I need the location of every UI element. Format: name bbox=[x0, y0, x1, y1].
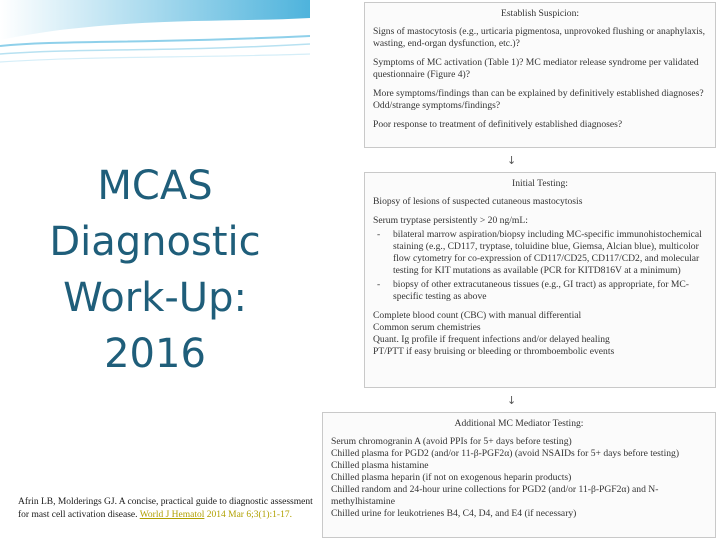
panel-item: Symptoms of MC activation (Table 1)? MC mediator release syndrome per validated questionnaire (Figure 4)? bbox=[373, 56, 699, 80]
panel-item: More symptoms/findings than can be explained by definitively established diagnoses? Odd/strange symptoms/findings? bbox=[373, 87, 704, 111]
panel-item: Complete blood count (CBC) with manual differential bbox=[373, 309, 582, 321]
panel-title: Additional MC Mediator Testing: bbox=[454, 418, 584, 429]
title-line: 2016 bbox=[104, 331, 206, 377]
bullet-mark: - bbox=[377, 278, 381, 290]
panel-item: Poor response to treatment of definitively established diagnoses? bbox=[373, 118, 623, 130]
title-line: MCAS bbox=[97, 163, 213, 209]
panel-item: Common serum chemistries bbox=[373, 321, 481, 333]
down-arrow-icon: ↓ bbox=[507, 154, 517, 167]
citation-journal-link[interactable]: World J Hematol bbox=[139, 509, 205, 520]
title-line: Work-Up: bbox=[63, 275, 247, 321]
panel-item: Chilled urine for leukotrienes B4, C4, D4, and E4 (if necessary) bbox=[331, 507, 577, 519]
bullet-text: biopsy of other extracutaneous tissues (e.g., GI tract) as appropriate, for MC-specific testing as above bbox=[393, 278, 689, 302]
bullet-text: bilateral marrow aspiration/biopsy including MC-specific immunohistochemical staining (e.g., CD117, tryptase, toluidine blue, Giemsa, Alcian blue), multicolor flow cytometry for co-expression of CD117/CD25, CD117/CD2, and molecular testing for KIT mutations as available (PCR for KITD816V at a minimum) bbox=[393, 228, 702, 276]
panel-item: Chilled random and 24-hour urine collections for PGD2 (and/or 11-β-PGF2α) and N-methylhistamine bbox=[331, 483, 659, 507]
citation-text: Afrin LB, Molderings GJ. A concise, practical guide to diagnostic assessment for mast cell activation disease. bbox=[18, 497, 313, 520]
initial-testing-panel bbox=[364, 172, 716, 388]
panel-item: Quant. Ig profile if frequent infections and/or delayed healing bbox=[373, 333, 610, 345]
panel-title: Establish Suspicion: bbox=[500, 8, 580, 19]
panel-item: PT/PTT if easy bruising or bleeding or thromboembolic events bbox=[373, 345, 615, 357]
panel-item: Chilled plasma histamine bbox=[331, 459, 429, 471]
panel-title: Initial Testing: bbox=[512, 178, 568, 189]
panel-item: Signs of mastocytosis (e.g., urticaria pigmentosa, unprovoked flushing or anaphylaxis, wasting, end-organ dysfunction, etc.)? bbox=[373, 25, 705, 49]
panel-item: Biopsy of lesions of suspected cutaneous mastocytosis bbox=[373, 195, 583, 207]
citation-date: 2014 Mar 6;3(1):1-17. bbox=[206, 509, 292, 520]
slide-title bbox=[20, 158, 290, 382]
panel-bullet bbox=[373, 229, 707, 277]
decorative-wave bbox=[0, 0, 310, 80]
panel-bullet bbox=[373, 279, 707, 303]
panel-item: Chilled plasma for PGD2 (and/or 11-β-PGF2α) (avoid NSAIDs for 5+ days before testing) bbox=[331, 447, 680, 459]
panel-item: Chilled plasma heparin (if not on exogenous heparin products) bbox=[331, 471, 572, 483]
panel-item: Serum tryptase persistently > 20 ng/mL: bbox=[373, 214, 528, 226]
establish-suspicion-panel bbox=[364, 2, 716, 148]
additional-mediator-testing-panel bbox=[322, 412, 716, 538]
title-line: Diagnostic bbox=[49, 219, 261, 265]
down-arrow-icon: ↓ bbox=[507, 394, 517, 407]
bullet-mark: - bbox=[377, 228, 381, 240]
citation bbox=[18, 496, 318, 522]
panel-item: Serum chromogranin A (avoid PPIs for 5+ days before testing) bbox=[331, 435, 572, 447]
